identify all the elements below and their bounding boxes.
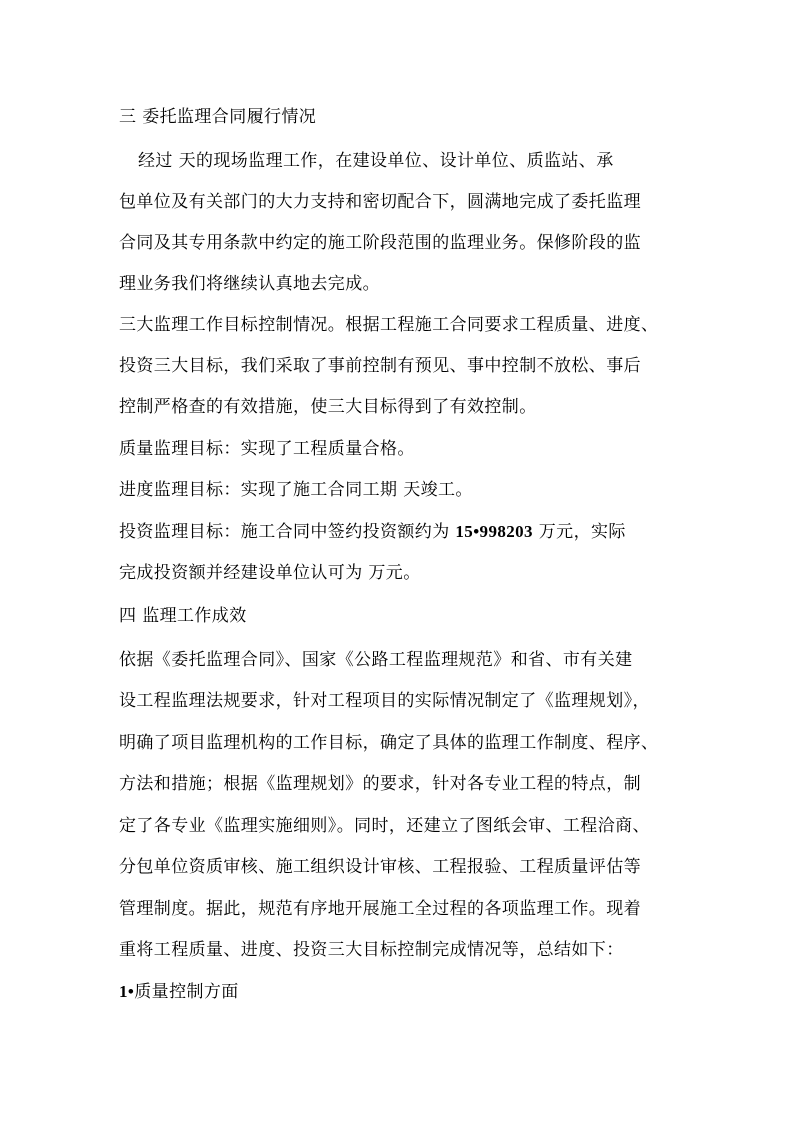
paragraph-line: 三大监理工作目标控制情况。根据工程施工合同要求工程质量、进度、 xyxy=(119,315,659,335)
subsection-1-heading xyxy=(119,980,239,1004)
paragraph-line: 理业务我们将继续认真地去完成。 xyxy=(119,274,380,294)
schedule-target: 进度监理目标：实现了施工合同工期 天竣工。 xyxy=(119,480,473,500)
section-3-heading: 三 委托监理合同履行情况 xyxy=(119,107,317,127)
paragraph-line: 管理制度。据此，规范有序地开展施工全过程的各项监理工作。现着 xyxy=(119,899,641,919)
investment-prefix: 投资监理目标：施工合同中签约投资额约为 xyxy=(119,522,456,542)
investment-amount: 15•998203 xyxy=(455,522,533,541)
quality-target: 质量监理目标：实现了工程质量合格。 xyxy=(119,439,415,459)
subsection-title: 质量控制方面 xyxy=(134,982,239,1002)
section-4-heading: 四 监理工作成效 xyxy=(119,606,247,626)
paragraph-line: 方法和措施；根据《监理规划》的要求，针对各专业工程的特点，制 xyxy=(119,774,641,794)
paragraph-line: 明确了项目监理机构的工作目标，确定了具体的监理工作制度、程序、 xyxy=(119,733,659,753)
paragraph-line: 经过 天的现场监理工作，在建设单位、设计单位、质监站、承 xyxy=(138,151,614,171)
paragraph-line: 依据《委托监理合同》、国家《公路工程监理规范》和省、市有关建 xyxy=(119,650,633,670)
paragraph-line: 控制严格查的有效措施，使三大目标得到了有效控制。 xyxy=(119,397,537,417)
paragraph-line: 包单位及有关部门的大力支持和密切配合下，圆满地完成了委托监理 xyxy=(119,192,641,212)
subsection-number: 1• xyxy=(119,982,135,1001)
paragraph-line: 合同及其专用条款中约定的施工阶段范围的监理业务。保修阶段的监 xyxy=(119,233,641,253)
paragraph-line: 重将工程质量、进度、投资三大目标控制完成情况等，总结如下： xyxy=(119,940,624,960)
investment-suffix: 万元，实际 xyxy=(532,522,626,542)
paragraph-line: 分包单位资质审核、施工组织设计审核、工程报验、工程质量评估等 xyxy=(119,857,641,877)
paragraph-line: 定了各专业《监理实施细则》。同时，还建立了图纸会审、工程洽商、 xyxy=(119,816,650,836)
investment-target xyxy=(119,520,626,544)
paragraph-line: 投资三大目标，我们采取了事前控制有预见、事中控制不放松、事后 xyxy=(119,356,641,376)
paragraph-line: 设工程监理法规要求，针对工程项目的实际情况制定了《监理规划》， xyxy=(119,691,650,711)
investment-line-2: 完成投资额并经建设单位认可为 万元。 xyxy=(119,563,421,583)
